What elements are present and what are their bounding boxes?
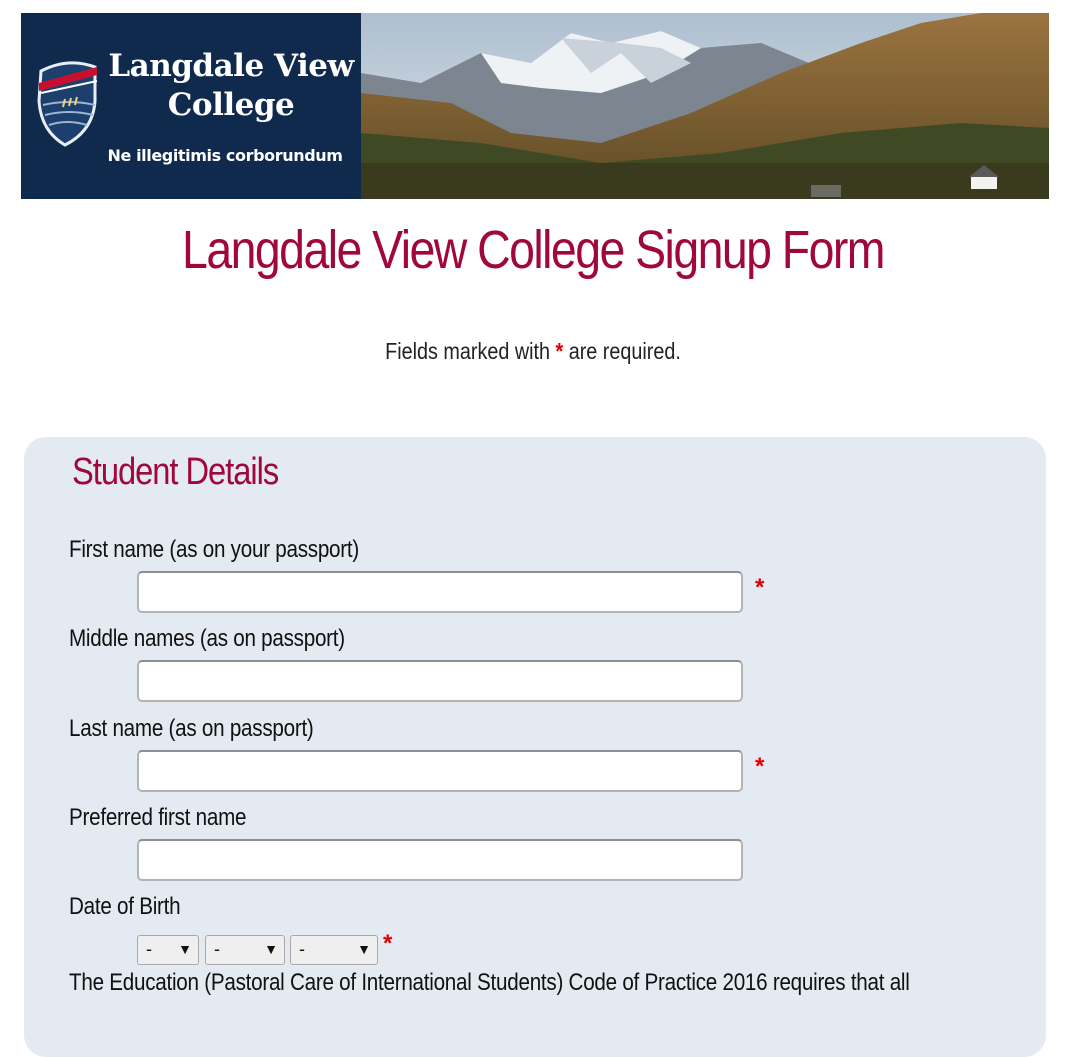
middle-names-input[interactable]: [137, 660, 743, 702]
required-note-suffix: are required.: [568, 338, 681, 364]
dropdown-arrow-icon: ▼: [357, 941, 371, 957]
last-name-label: Last name (as on passport): [69, 715, 314, 742]
header-banner: [21, 13, 1049, 199]
dob-year-select[interactable]: [290, 935, 378, 965]
preferred-first-name-label: Preferred first name: [69, 804, 247, 831]
first-name-label: First name (as on your passport): [69, 536, 359, 563]
first-name-input[interactable]: [137, 571, 743, 613]
student-details-section: [24, 437, 1046, 1057]
last-name-input[interactable]: [137, 750, 743, 792]
dob-month-value: -: [214, 939, 220, 959]
dob-month-select[interactable]: [205, 935, 285, 965]
dropdown-arrow-icon: ▼: [178, 941, 192, 957]
preferred-first-name-input[interactable]: [137, 839, 743, 881]
college-name: Langdale View College: [108, 48, 354, 123]
required-star-indicator: *: [555, 338, 564, 364]
required-fields-note: [75, 338, 992, 365]
college-motto: Ne illegitimis corborundum: [107, 146, 343, 165]
required-note-prefix: Fields marked with: [385, 338, 551, 364]
dob-required-star: *: [383, 930, 393, 957]
dob-day-select[interactable]: [137, 935, 199, 965]
first-name-required-star: *: [755, 574, 765, 601]
last-name-required-star: *: [755, 753, 765, 780]
pastoral-care-info-text: The Education (Pastoral Care of International Students) Code of Practice 2016 requires that all: [69, 969, 910, 996]
logo-panel: [21, 13, 361, 199]
section-title-student-details: Student Details: [72, 451, 279, 493]
dropdown-arrow-icon: ▼: [264, 941, 278, 957]
college-crest-icon: [35, 53, 101, 149]
date-of-birth-label: Date of Birth: [69, 893, 181, 920]
dob-year-value: -: [299, 939, 305, 959]
dob-day-value: -: [146, 939, 152, 959]
middle-names-label: Middle names (as on passport): [69, 625, 345, 652]
page-title: Langdale View College Signup Form: [182, 220, 884, 280]
mountain-landscape-image: [361, 13, 1049, 199]
